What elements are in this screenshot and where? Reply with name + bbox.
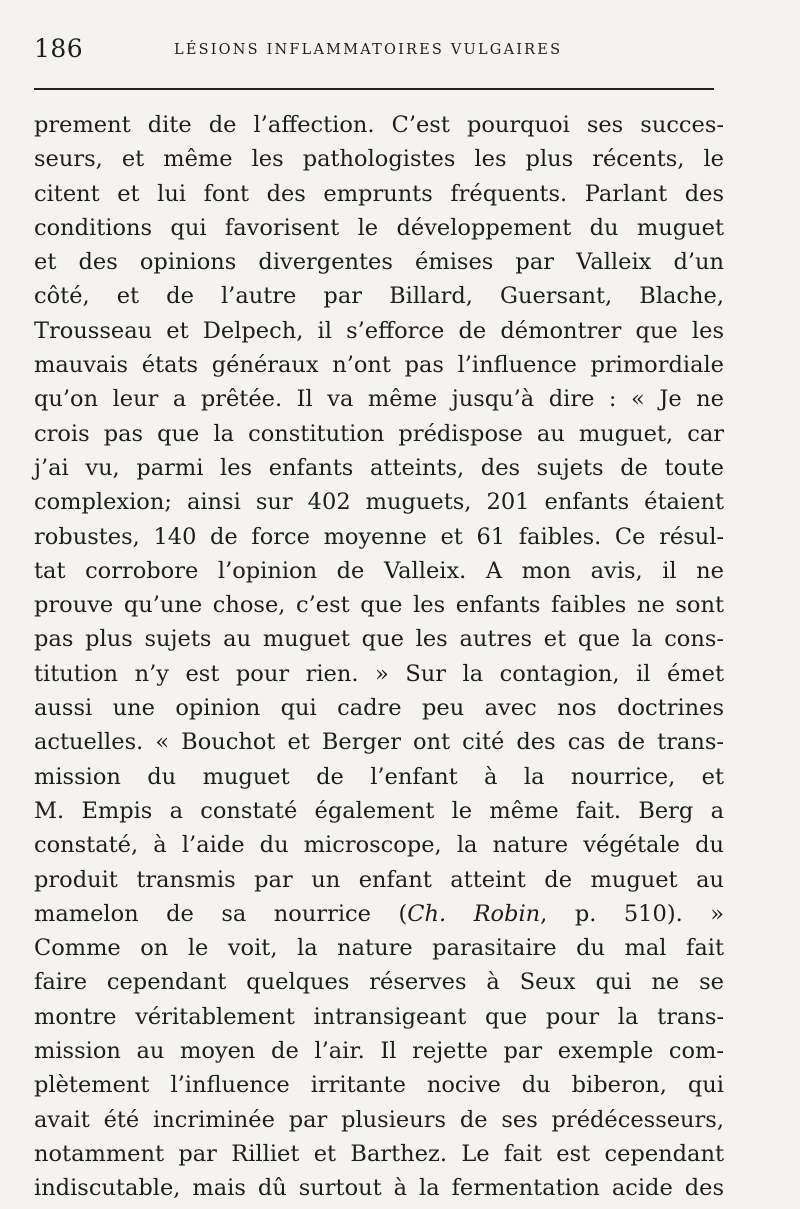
text-line: actuelles. « Bouchot et Berger ont cité des cas de trans- [34,729,724,756]
text-line: Trousseau et Delpech, il s’efforce de démontrer que les [34,317,724,344]
page-header [34,34,714,64]
text-line: pas plus sujets au muguet que les autres et que la cons- [34,626,724,653]
text-line: mauvais états généraux n’ont pas l’influence primordiale [34,352,724,379]
text-line: indiscutable, mais dû surtout à la fermentation acide des [34,1175,724,1202]
text-fragment: mamelon de sa nourrice ( [34,900,408,927]
page-number: 186 [34,34,84,63]
text-line: produit transmis par un enfant atteint de muguet au [34,866,724,893]
text-line: mission au moyen de l’air. Il rejette par exemple com- [34,1038,724,1065]
text-line: constaté, à l’aide du microscope, la nature végétale du [34,832,724,859]
body-text [34,108,724,1206]
text-line: montre véritablement intransigeant que pour la trans- [34,1003,724,1030]
text-line: côté, et de l’autre par Billard, Guersant, Blache, [34,283,724,310]
text-line: avait été incriminée par plusieurs de ses prédécesseurs, [34,1106,724,1133]
text-line: tat corrobore l’opinion de Valleix. A mon avis, il ne [34,557,724,584]
text-line: seurs, et même les pathologistes les plus récents, le [34,146,724,173]
text-fragment: , p. 510). » [540,900,725,927]
citation-italic: Ch. Robin [407,900,541,927]
text-line: aussi une opinion qui cadre peu avec nos doctrines [34,695,724,722]
text-line: conditions qui favorisent le développement du muguet [34,214,724,241]
text-line: robustes, 140 de force moyenne et 61 faibles. Ce résul- [34,523,724,550]
header-rule [34,88,714,90]
text-line: titution n’y est pour rien. » Sur la contagion, il émet [34,660,724,687]
text-line: prement dite de l’affection. C’est pourquoi ses succes- [34,112,724,138]
text-line: complexion; ainsi sur 402 muguets, 201 enfants étaient [34,489,724,516]
text-line-with-citation [34,897,724,931]
text-line: plètement l’influence irritante nocive du biberon, qui [34,1072,724,1099]
text-line: crois pas que la constitution prédispose au muguet, car [34,420,724,447]
text-line: faire cependant quelques réserves à Seux qui ne se [34,969,724,996]
text-line: citent et lui font des emprunts fréquents. Parlant des [34,180,724,207]
text-line: M. Empis a constaté également le même fait. Berg a [34,797,724,824]
running-title: LÉSIONS INFLAMMATOIRES VULGAIRES [174,42,563,58]
text-line: j’ai vu, parmi les enfants atteints, des sujets de toute [34,454,724,481]
text-line: notamment par Rilliet et Barthez. Le fait est cependant [34,1140,724,1167]
text-line: mission du muguet de l’enfant à la nourrice, et [34,763,724,790]
text-line: et des opinions divergentes émises par Valleix d’un [34,249,724,276]
text-line: Comme on le voit, la nature parasitaire du mal fait [34,935,724,962]
text-line: prouve qu’une chose, c’est que les enfants faibles ne sont [34,592,724,619]
text-line: qu’on leur a prêtée. Il va même jusqu’à dire : « Je ne [34,386,724,413]
